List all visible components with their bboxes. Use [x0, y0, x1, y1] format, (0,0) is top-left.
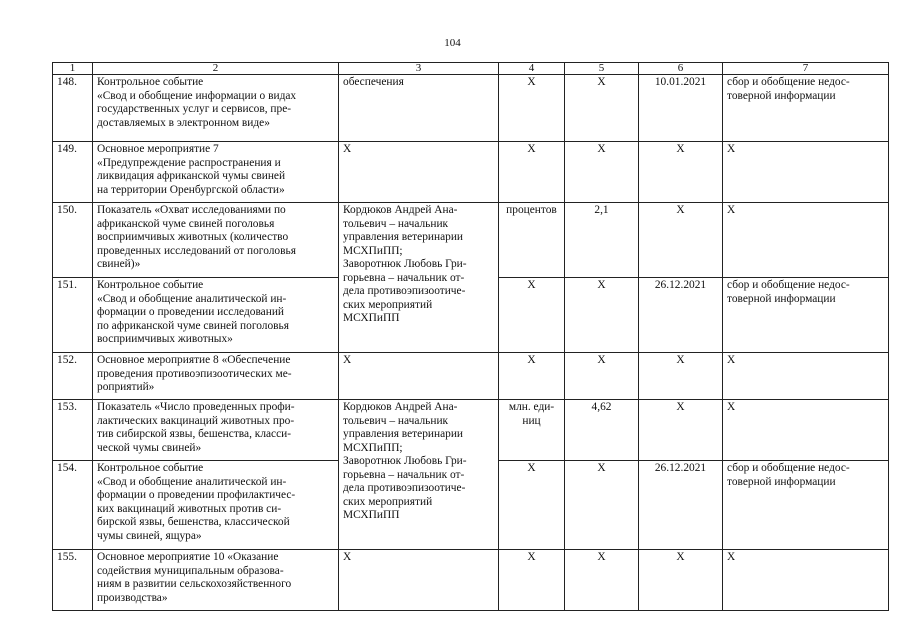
note-cell: Х	[723, 400, 889, 461]
date-cell: 26.12.2021	[639, 461, 723, 550]
unit-cell: Х	[499, 550, 565, 611]
date-cell: 10.01.2021	[639, 75, 723, 142]
table-row	[53, 142, 889, 203]
note-cell: сбор и обобщение недос- товерной информации	[723, 278, 889, 353]
value-cell: 2,1	[565, 203, 639, 278]
date-cell: Х	[639, 550, 723, 611]
row-number: 154.	[53, 461, 93, 550]
value-cell: Х	[565, 353, 639, 400]
column-number: 5	[565, 63, 639, 75]
unit-cell: Х	[499, 461, 565, 550]
page-number: 104	[444, 37, 461, 49]
column-number-row	[53, 63, 889, 75]
row-number: 153.	[53, 400, 93, 461]
row-number: 149.	[53, 142, 93, 203]
responsible-cell: обеспечения	[339, 75, 499, 142]
row-description: Основное мероприятие 8 «Обеспечение проведения противоэпизоотических ме- роприятий»	[93, 353, 339, 400]
table-row	[53, 203, 889, 278]
unit-cell: Х	[499, 142, 565, 203]
unit-cell: млн. еди- ниц	[499, 400, 565, 461]
value-cell: 4,62	[565, 400, 639, 461]
column-number: 2	[93, 63, 339, 75]
row-number: 148.	[53, 75, 93, 142]
value-cell: Х	[565, 461, 639, 550]
column-number: 3	[339, 63, 499, 75]
row-description: Показатель «Охват исследованиями по африканской чуме свиней поголовья восприимчивых животных (количество проведенных исследований от поголовья свиней)»	[93, 203, 339, 278]
table-row	[53, 400, 889, 461]
note-cell: Х	[723, 142, 889, 203]
column-number: 4	[499, 63, 565, 75]
row-description: Контрольное событие «Свод и обобщение аналитической ин- формации о проведении профилактичес- ких вакцинаций животных против си- бирской язвы, бешенства, классической чумы свиней, ящура»	[93, 461, 339, 550]
date-cell: Х	[639, 142, 723, 203]
responsible-cell: Х	[339, 142, 499, 203]
row-description: Основное мероприятие 7 «Предупреждение распространения и ликвидация африканской чумы свиней на территории Оренбургской области»	[93, 142, 339, 203]
note-cell: Х	[723, 203, 889, 278]
responsible-cell: Кордюков Андрей Ана- тольевич – начальник управления ветеринарии МСХПиПП; Заворотнюк Любовь Гри- горьевна – начальник от- дела противоэпизоотиче- ских мероприятий МСХПиПП	[339, 203, 499, 353]
note-cell: сбор и обобщение недос- товерной информации	[723, 75, 889, 142]
value-cell: Х	[565, 278, 639, 353]
row-description: Контрольное событие «Свод и обобщение аналитической ин- формации о проведении исследований по африканской чуме свиней поголовья восприимчивых животных»	[93, 278, 339, 353]
note-cell: Х	[723, 353, 889, 400]
note-cell: Х	[723, 550, 889, 611]
responsible-cell: Х	[339, 550, 499, 611]
unit-cell: Х	[499, 278, 565, 353]
row-description: Показатель «Число проведенных профи- лактических вакцинаций животных про- тив сибирской язвы, бешенства, класси- ческой чумы свиней»	[93, 400, 339, 461]
value-cell: Х	[565, 550, 639, 611]
date-cell: Х	[639, 203, 723, 278]
responsible-cell: Кордюков Андрей Ана- тольевич – начальник управления ветеринарии МСХПиПП; Заворотнюк Любовь Гри- горьевна – начальник от- дела противоэпизоотиче- ских мероприятий МСХПиПП	[339, 400, 499, 550]
table-row	[53, 550, 889, 611]
responsible-cell: Х	[339, 353, 499, 400]
row-number: 155.	[53, 550, 93, 611]
column-number: 7	[723, 63, 889, 75]
row-number: 152.	[53, 353, 93, 400]
note-cell: сбор и обобщение недос- товерной информации	[723, 461, 889, 550]
column-number: 1	[53, 63, 93, 75]
date-cell: 26.12.2021	[639, 278, 723, 353]
row-description: Основное мероприятие 10 «Оказание содействия муниципальным образова- ниям в развитии сельскохозяйственного производства»	[93, 550, 339, 611]
measures-table	[52, 62, 889, 611]
value-cell: Х	[565, 75, 639, 142]
unit-cell: процентов	[499, 203, 565, 278]
date-cell: Х	[639, 400, 723, 461]
unit-cell: Х	[499, 353, 565, 400]
table-row	[53, 75, 889, 142]
value-cell: Х	[565, 142, 639, 203]
row-description: Контрольное событие «Свод и обобщение информации о видах государственных услуг и сервисов, пре- доставляемых в электронном виде»	[93, 75, 339, 142]
column-number: 6	[639, 63, 723, 75]
row-number: 150.	[53, 203, 93, 278]
table-row	[53, 353, 889, 400]
row-number: 151.	[53, 278, 93, 353]
unit-cell: Х	[499, 75, 565, 142]
date-cell: Х	[639, 353, 723, 400]
